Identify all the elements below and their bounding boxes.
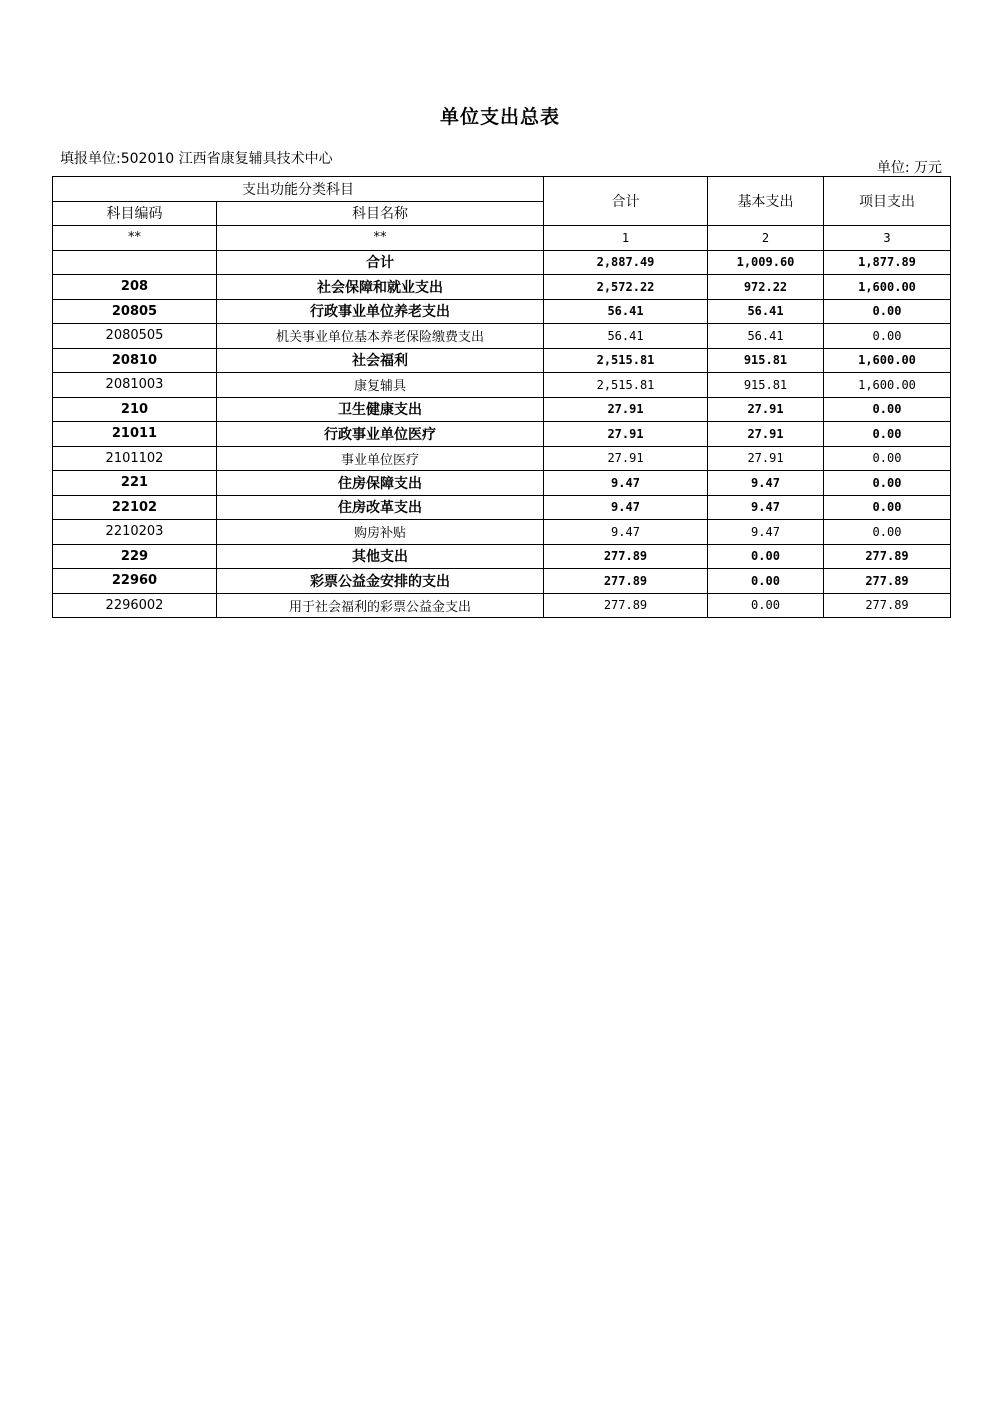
row-name: 用于社会福利的彩票公益金支出 [217,593,544,618]
row-basic: 9.47 [708,495,824,520]
row-total: 27.91 [544,446,708,471]
row-name: 行政事业单位养老支出 [217,299,544,324]
row-total: 56.41 [544,299,708,324]
row-name: 卫生健康支出 [217,397,544,422]
row-code: 2210203 [53,520,217,545]
row-name: 社会福利 [217,348,544,373]
row-code: 21011 [53,422,217,447]
row-basic: 27.91 [708,422,824,447]
index-project: 3 [824,226,951,251]
row-basic: 9.47 [708,520,824,545]
row-basic: 27.91 [708,397,824,422]
row-name: 其他支出 [217,544,544,569]
table-row [53,520,951,545]
row-total: 277.89 [544,593,708,618]
index-name: ** [217,226,544,251]
row-total: 9.47 [544,520,708,545]
row-code: 2101102 [53,446,217,471]
row-project: 0.00 [824,397,951,422]
table-row [53,373,951,398]
page-title: 单位支出总表 [439,106,560,128]
row-code: 20805 [53,299,217,324]
row-basic: 0.00 [708,569,824,594]
row-project: 0.00 [824,520,951,545]
header-row-group [53,177,951,202]
table-row [53,250,951,275]
table-row [53,348,951,373]
row-project: 0.00 [824,324,951,349]
row-project: 1,877.89 [824,250,951,275]
row-name: 合计 [217,250,544,275]
row-code: 2080505 [53,324,217,349]
row-basic: 9.47 [708,471,824,496]
table-row [53,544,951,569]
row-code: 2081003 [53,373,217,398]
row-code: 2296002 [53,593,217,618]
row-code: 210 [53,397,217,422]
row-name: 行政事业单位医疗 [217,422,544,447]
row-basic: 0.00 [708,544,824,569]
row-code: 22960 [53,569,217,594]
row-project: 0.00 [824,471,951,496]
row-project: 277.89 [824,569,951,594]
row-project: 0.00 [824,422,951,447]
row-name: 住房保障支出 [217,471,544,496]
row-total: 2,515.81 [544,373,708,398]
row-name: 社会保障和就业支出 [217,275,544,300]
row-total: 27.91 [544,422,708,447]
header-basic: 基本支出 [708,177,824,226]
row-name: 机关事业单位基本养老保险缴费支出 [217,324,544,349]
row-code: 20810 [53,348,217,373]
header-name: 科目名称 [217,201,544,226]
row-total: 9.47 [544,471,708,496]
table-row [53,324,951,349]
header-function-category: 支出功能分类科目 [53,177,544,202]
row-name: 彩票公益金安排的支出 [217,569,544,594]
table-row [53,495,951,520]
row-code: 22102 [53,495,217,520]
row-basic: 915.81 [708,373,824,398]
row-project: 0.00 [824,495,951,520]
row-basic: 0.00 [708,593,824,618]
expenditure-table [52,176,951,618]
row-basic: 27.91 [708,446,824,471]
row-code: 208 [53,275,217,300]
index-row [53,226,951,251]
row-basic: 915.81 [708,348,824,373]
table-row [53,299,951,324]
row-project: 277.89 [824,593,951,618]
row-project: 1,600.00 [824,275,951,300]
row-name: 购房补贴 [217,520,544,545]
row-basic: 56.41 [708,324,824,349]
table-row [53,569,951,594]
row-name: 住房改革支出 [217,495,544,520]
row-project: 277.89 [824,544,951,569]
index-code: ** [53,226,217,251]
row-total: 2,887.49 [544,250,708,275]
index-basic: 2 [708,226,824,251]
row-total: 277.89 [544,544,708,569]
row-code: 221 [53,471,217,496]
row-project: 1,600.00 [824,348,951,373]
row-total: 277.89 [544,569,708,594]
row-basic: 56.41 [708,299,824,324]
table-row [53,471,951,496]
row-basic: 972.22 [708,275,824,300]
table-row [53,593,951,618]
row-project: 0.00 [824,299,951,324]
header-project: 项目支出 [824,177,951,226]
row-name: 康复辅具 [217,373,544,398]
header-total: 合计 [544,177,708,226]
row-total: 27.91 [544,397,708,422]
table-row [53,446,951,471]
row-total: 2,515.81 [544,348,708,373]
row-code: 229 [53,544,217,569]
currency-unit: 单位: 万元 [876,160,942,176]
table-row [53,275,951,300]
reporting-unit: 填报单位:502010 江西省康复辅具技术中心 [60,151,333,167]
table-row [53,422,951,447]
row-basic: 1,009.60 [708,250,824,275]
row-name: 事业单位医疗 [217,446,544,471]
row-total: 9.47 [544,495,708,520]
row-project: 1,600.00 [824,373,951,398]
row-project: 0.00 [824,446,951,471]
row-total: 56.41 [544,324,708,349]
row-code [53,250,217,275]
row-total: 2,572.22 [544,275,708,300]
header-code: 科目编码 [53,201,217,226]
table-row [53,397,951,422]
index-total: 1 [544,226,708,251]
